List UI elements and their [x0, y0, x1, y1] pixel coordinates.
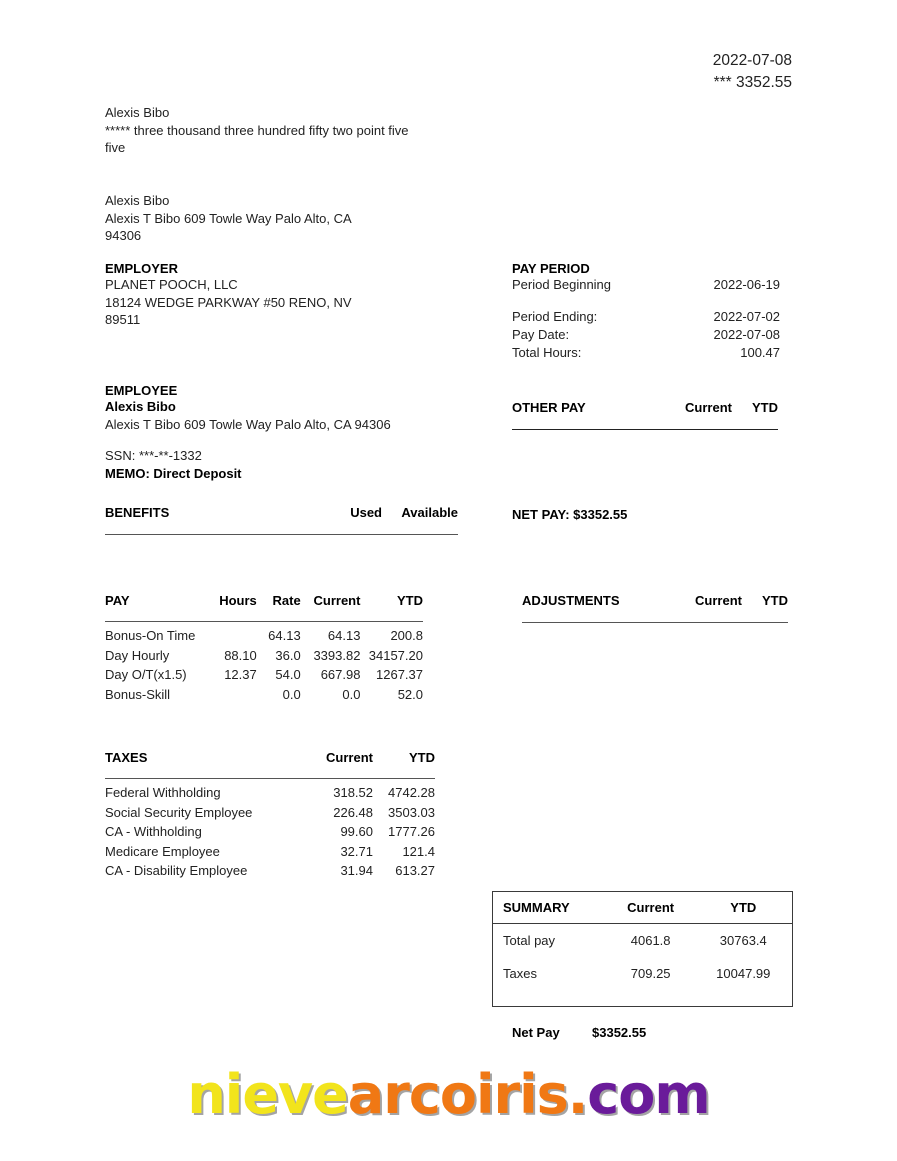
pay-row-rate: 0.0 — [282, 686, 301, 702]
benefits-heading: BENEFITS — [105, 505, 170, 520]
pay-date-label: Pay Date: — [512, 327, 570, 342]
period-beginning-label: Period Beginning — [512, 277, 612, 292]
taxes-table-header-row — [105, 750, 435, 778]
watermark-part-nieve: nieve — [187, 1063, 348, 1126]
tax-row-name: CA - Withholding — [105, 824, 202, 839]
taxes-col-ytd: YTD — [409, 750, 435, 765]
net-pay-footer-value: $3352.55 — [592, 1025, 647, 1040]
adjustments-ytd-header: YTD — [762, 593, 788, 608]
employee-spacer — [105, 433, 505, 447]
pay-table-header-row — [105, 593, 423, 621]
employer-address-line2: 89511 — [105, 312, 141, 327]
employer-heading: EMPLOYER — [105, 261, 178, 276]
tax-row-current: 99.60 — [340, 824, 373, 839]
pay-row-hours: 12.37 — [224, 667, 257, 682]
table-row — [105, 822, 435, 842]
other-pay-ytd-header: YTD — [752, 400, 778, 415]
pay-period-row — [512, 344, 780, 362]
pay-period-heading: PAY PERIOD — [512, 261, 590, 276]
mailing-address-line1: Alexis T Bibo 609 Towle Way Palo Alto, CA — [105, 210, 352, 226]
amount-in-words-line1: ***** three thousand three hundred fifty two point five — [105, 122, 409, 138]
table-row — [105, 685, 423, 705]
pay-row-hours: 88.10 — [224, 647, 257, 663]
pay-row-rate: 54.0 — [275, 667, 301, 682]
pay-col-hours: Hours — [219, 593, 257, 608]
summary-row-current: 4061.8 — [630, 933, 671, 948]
pay-period-spacer — [512, 294, 780, 308]
pay-period-block — [512, 261, 780, 362]
tax-row-ytd: 121.4 — [402, 843, 435, 859]
pay-period-row — [512, 326, 780, 344]
summary-col-ytd: YTD — [695, 892, 792, 924]
table-row — [105, 779, 435, 803]
mailing-address-block — [105, 192, 395, 245]
pay-row-current: 3393.82 — [313, 647, 361, 663]
tax-row-ytd: 3503.03 — [388, 804, 435, 820]
pay-col-current: Current — [313, 593, 361, 608]
employee-address: Alexis T Bibo 609 Towle Way Palo Alto, CA 94306 — [105, 416, 391, 432]
pay-heading: PAY — [105, 593, 130, 608]
watermark-part-arcoiris: arcoiris. — [347, 1063, 588, 1126]
employer-address-line1: 18124 WEDGE PARKWAY #50 RENO, NV — [105, 294, 352, 310]
summary-spacer-cell — [695, 990, 792, 1006]
taxes-heading: TAXES — [105, 750, 148, 765]
adjustments-header-row — [522, 593, 788, 608]
tax-row-ytd: 4742.28 — [388, 785, 435, 800]
pay-row-current: 0.0 — [342, 686, 361, 702]
employee-name: Alexis Bibo — [105, 399, 176, 414]
pay-row-name: Day O/T(x1.5) — [105, 667, 187, 682]
amount-in-words-line2: five — [105, 140, 126, 155]
pay-row-rate: 64.13 — [268, 628, 301, 643]
pay-row-current: 64.13 — [327, 628, 361, 643]
pay-row-name: Bonus-Skill — [105, 686, 171, 702]
summary-spacer-cell — [607, 990, 695, 1006]
other-pay-divider — [512, 429, 778, 430]
other-pay-current-header: Current — [685, 400, 732, 415]
employee-memo: MEMO: Direct Deposit — [105, 465, 242, 481]
adjustments-divider — [522, 622, 788, 623]
pay-row-name: Day Hourly — [105, 647, 170, 663]
tax-row-current: 318.52 — [333, 785, 373, 800]
table-row — [105, 842, 435, 862]
total-hours-label: Total Hours: — [512, 345, 582, 360]
tax-row-ytd: 1777.26 — [388, 824, 435, 839]
pay-period-row — [512, 308, 780, 326]
mailing-name: Alexis Bibo — [105, 193, 170, 208]
pay-col-ytd: YTD — [397, 593, 423, 608]
period-beginning-value: 2022-06-19 — [713, 277, 780, 292]
pay-row-hours — [210, 622, 256, 646]
tax-row-current: 226.48 — [333, 804, 373, 820]
pay-date-value: 2022-07-08 — [713, 327, 780, 342]
pay-row-ytd: 200.8 — [390, 628, 423, 643]
tax-row-current: 32.71 — [340, 843, 373, 859]
site-watermark — [0, 1063, 897, 1126]
table-row — [105, 622, 423, 646]
pay-row-current: 667.98 — [320, 667, 361, 682]
other-pay-header-row — [512, 400, 778, 415]
summary-spacer-cell — [493, 990, 607, 1006]
tax-row-name: Social Security Employee — [105, 804, 253, 820]
check-meta — [713, 50, 792, 94]
net-pay-inline: NET PAY: $3352.55 — [512, 507, 628, 522]
employer-block — [105, 261, 405, 329]
employee-heading: EMPLOYEE — [105, 383, 178, 398]
summary-heading: SUMMARY — [493, 892, 607, 924]
summary-row-name: Taxes — [503, 966, 537, 981]
pay-row-hours — [210, 685, 256, 705]
pay-table — [105, 593, 423, 704]
summary-row-ytd: 10047.99 — [716, 966, 771, 981]
benefits-available-header: Available — [401, 505, 458, 520]
period-ending-label: Period Ending: — [512, 309, 598, 324]
tax-row-name: CA - Disability Employee — [105, 863, 248, 878]
tax-row-name: Federal Withholding — [105, 785, 221, 800]
adjustments-section — [522, 593, 788, 623]
summary-spacer-row — [493, 990, 792, 1006]
summary-row-current: 709.25 — [630, 966, 671, 981]
summary-header-row — [493, 892, 792, 924]
employer-name: PLANET POOCH, LLC — [105, 277, 238, 292]
table-row — [493, 957, 792, 990]
benefits-section — [105, 505, 458, 535]
net-pay-footer — [512, 1025, 646, 1040]
adjustments-current-header: Current — [695, 593, 742, 608]
summary-row-name: Total pay — [503, 933, 556, 948]
pay-col-rate: Rate — [272, 593, 301, 608]
benefits-divider — [105, 534, 458, 535]
tax-row-ytd: 613.27 — [395, 863, 435, 878]
other-pay-heading: OTHER PAY — [512, 400, 586, 415]
check-date: 2022-07-08 — [712, 52, 792, 69]
pay-row-rate: 36.0 — [275, 647, 301, 663]
table-row — [105, 861, 435, 881]
check-amount-masked: *** 3352.55 — [713, 74, 792, 91]
employee-ssn: SSN: ***-**-1332 — [105, 448, 202, 463]
table-row — [105, 665, 423, 685]
payee-name: Alexis Bibo — [105, 105, 170, 120]
watermark-part-com: com — [587, 1063, 710, 1126]
pay-row-ytd: 1267.37 — [376, 667, 423, 682]
tax-row-name: Medicare Employee — [105, 843, 220, 859]
summary-row-ytd: 30763.4 — [719, 933, 767, 948]
adjustments-heading: ADJUSTMENTS — [522, 593, 620, 608]
summary-table — [492, 891, 793, 1007]
taxes-col-current: Current — [326, 750, 373, 765]
mailing-address-line2: 94306 — [105, 228, 142, 243]
summary-col-current: Current — [607, 892, 695, 924]
benefits-header-row — [105, 505, 458, 520]
pay-row-ytd: 52.0 — [397, 686, 423, 702]
tax-row-current: 31.94 — [340, 863, 373, 878]
benefits-used-header: Used — [350, 505, 382, 520]
table-row — [105, 646, 423, 666]
table-row — [493, 924, 792, 958]
total-hours-value: 100.47 — [740, 345, 780, 360]
pay-period-row — [512, 276, 780, 294]
pay-row-name: Bonus-On Time — [105, 628, 196, 643]
net-pay-footer-label: Net Pay — [512, 1025, 560, 1040]
employee-block — [105, 383, 505, 482]
other-pay-section — [512, 400, 778, 430]
taxes-table — [105, 750, 435, 881]
pay-row-ytd: 34157.20 — [368, 647, 423, 663]
table-row — [105, 803, 435, 823]
payee-block — [105, 104, 435, 157]
period-ending-value: 2022-07-02 — [713, 309, 780, 324]
